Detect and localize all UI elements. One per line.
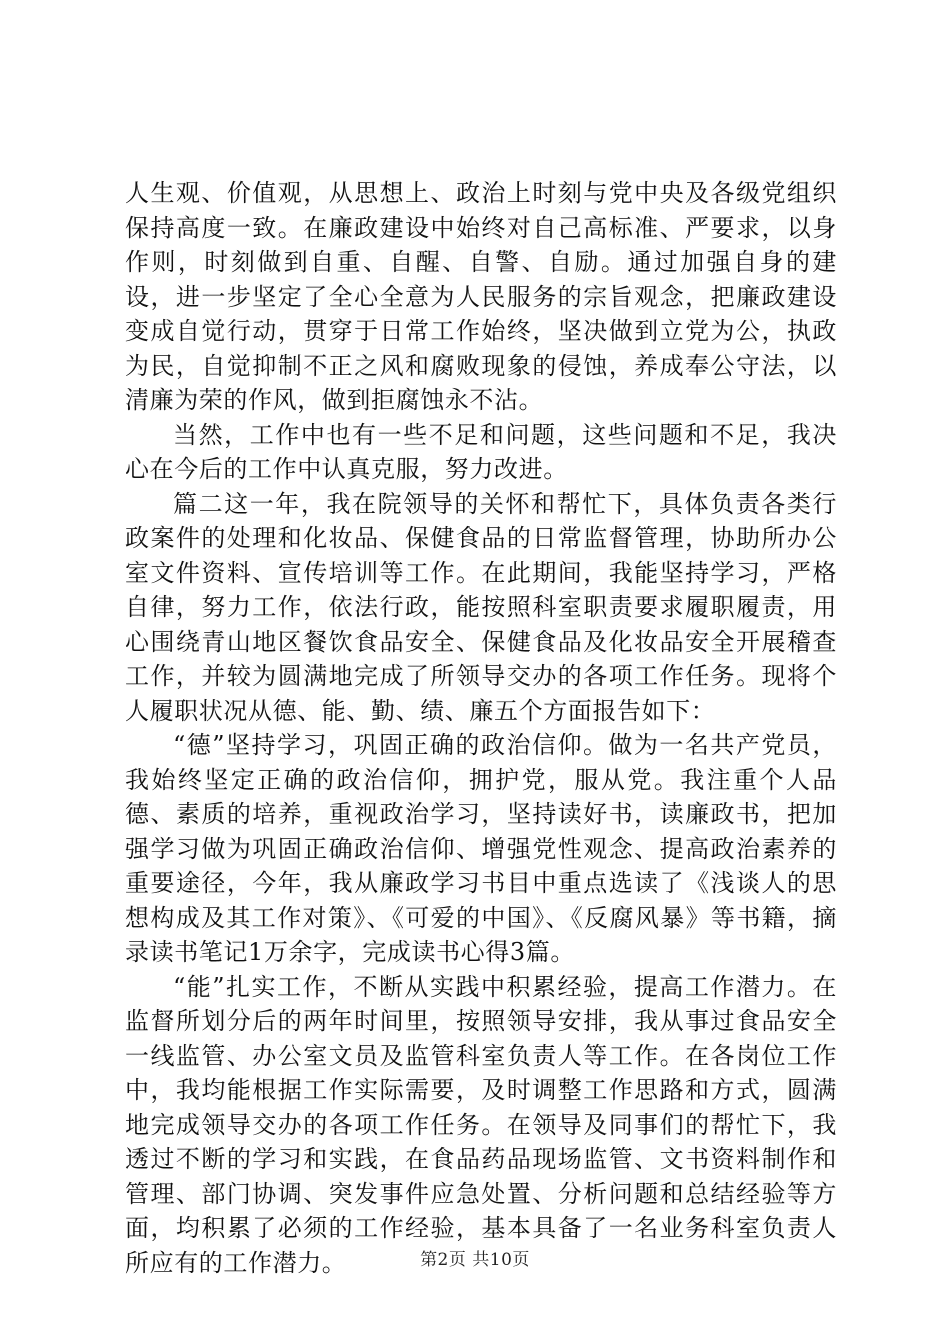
paragraph-shortcomings: 当然，工作中也有一些不足和问题，这些问题和不足，我决心在今后的工作中认真克服，努力改进。 [125, 420, 837, 483]
paragraph-morality: “德”坚持学习，巩固正确的政治信仰。做为一名共产党员，我始终坚定正确的政治信仰，拥护党，服从党。我注重个人品德、素质的培养，重视政治学习，坚持读好书，读廉政书，把加强学习做为巩固正确政治信仰、增强党性观念、提高政治素养的重要途径，今年，我从廉政学习书目中重点选读了《浅谈人的思想构成及其工作对策》、《可爱的中国》、《反腐风暴》等书籍，摘录读书笔记1万余字，完成读书心得3篇。 [125, 731, 837, 966]
paragraph-part-two-intro: 篇二这一年，我在院领导的关怀和帮忙下，具体负责各类行政案件的处理和化妆品、保健食品的日常监督管理，协助所办公室文件资料、宣传培训等工作。在此期间，我能坚持学习，严格自律，努力工作，依法行政，能按照科室职责要求履职履责，用心围绕青山地区餐饮食品安全、保健食品及化妆品安全开展稽查工作，并较为圆满地完成了所领导交办的各项工作任务。现将个人履职状况从德、能、勤、绩、廉五个方面报告如下： [125, 489, 837, 725]
document-body [125, 176, 837, 1280]
page-number-footer: 第2页 共10页 [420, 1250, 530, 1270]
paragraph-continuation: 人生观、价值观，从思想上、政治上时刻与党中央及各级党组织保持高度一致。在廉政建设中始终对自己高标准、严要求，以身作则，时刻做到自重、自醒、自警、自励。通过加强自身的建设，进一步坚定了全心全意为人民服务的宗旨观念，把廉政建设变成自觉行动，贯穿于日常工作始终，坚决做到立党为公，执政为民，自觉抑制不正之风和腐败现象的侵蚀，养成奉公守法，以清廉为荣的作风，做到拒腐蚀永不沾。 [125, 179, 837, 414]
paragraph-ability: “能”扎实工作，不断从实践中积累经验，提高工作潜力。在监督所划分后的两年时间里，按照领导安排，我从事过食品安全一线监管、办公室文员及监管科室负责人等工作。在各岗位工作中，我均能根据工作实际需要，及时调整工作思路和方式，圆满地完成领导交办的各项工作任务。在领导及同事们的帮忙下，我透过不断的学习和实践，在食品药品现场监管、文书资料制作和管理、部门协调、突发事件应急处置、分析问题和总结经验等方面，均积累了必须的工作经验，基本具备了一名业务科室负责人所应有的工作潜力。 [125, 972, 837, 1277]
